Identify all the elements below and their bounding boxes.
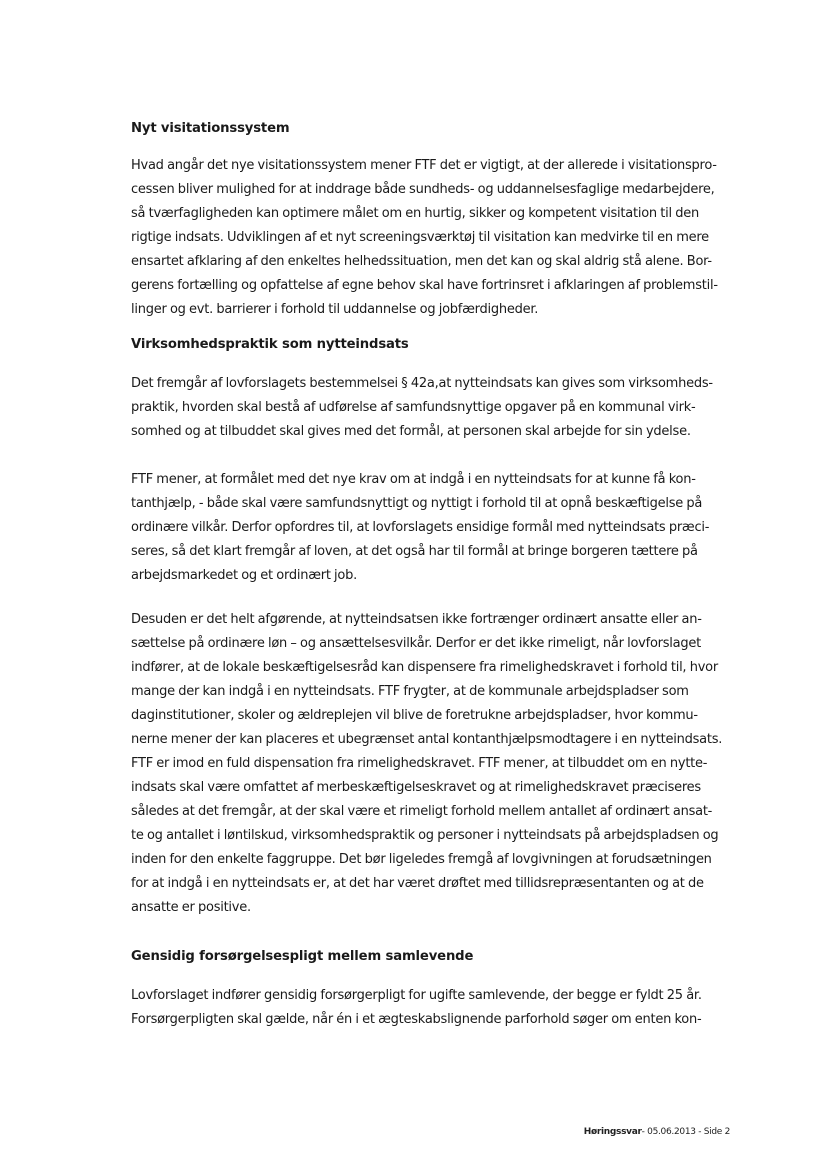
- text-line: seres, så det klart fremgår af loven, at det også har til formål at bringe borgeren tættere på: [131, 544, 698, 559]
- section-heading-forsorgelsespligt: Gensidig forsørgelsespligt mellem samlevende: [131, 949, 474, 964]
- text-line: linger og evt. barrierer i forhold til uddannelse og jobfærdigheder.: [131, 302, 539, 317]
- text-line: ordinære vilkår. Derfor opfordres til, at lovforslagets ensidige formål med nytteindsats præci-: [131, 520, 710, 535]
- text-line: cessen bliver mulighed for at inddrage både sundheds- og uddannelsesfaglige medarbejdere,: [131, 182, 715, 197]
- text-line: te og antallet i løntilskud, virksomhedspraktik og personer i nytteindsats på arbejdspladsen og: [131, 828, 719, 843]
- text-line: Forsørgerpligten skal gælde, når én i et ægteskabslignende parforhold søger om enten kon-: [131, 1012, 702, 1027]
- text-line: indsats skal være omfattet af merbeskæftigelseskravet og at rimelighedskravet præciseres: [131, 780, 701, 795]
- footer-date-page: - 05.06.2013 - Side 2: [641, 1127, 730, 1137]
- page-footer: [540, 1127, 730, 1137]
- text-line: Det fremgår af lovforslagets bestemmelsei § 42a,at nytteindsats kan gives som virksomheds-: [131, 376, 713, 391]
- text-line: nerne mener der kan placeres et ubegrænset antal kontanthjælpsmodtagere i en nytteindsats.: [131, 732, 723, 747]
- text-line: praktik, hvorden skal bestå af udførelse af samfundsnyttige opgaver på en kommunal virk-: [131, 400, 696, 415]
- text-line: sættelse på ordinære løn – og ansættelsesvilkår. Derfor er det ikke rimeligt, når lovforslaget: [131, 636, 701, 651]
- text-line: arbejdsmarkedet og et ordinært job.: [131, 568, 357, 583]
- text-line: Desuden er det helt afgørende, at nytteindsatsen ikke fortrænger ordinært ansatte eller an-: [131, 612, 702, 627]
- section-heading-virksomhedspraktik: Virksomhedspraktik som nytteindsats: [131, 337, 409, 352]
- text-line: ensartet afklaring af den enkeltes helhedssituation, men det kan og skal aldrig stå alene. Bor-: [131, 254, 712, 269]
- text-line: rigtige indsats. Udviklingen af et nyt screeningsværktøj til visitation kan medvirke til en mere: [131, 230, 709, 245]
- text-line: Hvad angår det nye visitationssystem mener FTF det er vigtigt, at der allerede i visitationspro-: [131, 158, 717, 173]
- text-line: Lovforslaget indfører gensidig forsørgerpligt for ugifte samlevende, der begge er fyldt 25 år.: [131, 988, 702, 1003]
- text-line: daginstitutioner, skoler og ældreplejen vil blive de foretrukne arbejdspladser, hvor kommu-: [131, 708, 698, 723]
- paragraph-desuden: [131, 608, 721, 920]
- text-line: gerens fortælling og opfattelse af egne behov skal have fortrinsret i afklaringen af problemstil-: [131, 278, 718, 293]
- section-heading-visitation: Nyt visitationssystem: [131, 121, 290, 136]
- paragraph-lovforslaget: [131, 984, 721, 1032]
- text-line: indfører, at de lokale beskæftigelsesråd kan dispensere fra rimelighedskravet i forhold til, hvor: [131, 660, 718, 675]
- text-line: således at det fremgår, at der skal være et rimeligt forhold mellem antallet af ordinært ansat-: [131, 804, 713, 819]
- document-body: [131, 118, 721, 1032]
- text-line: somhed og at tilbuddet skal gives med det formål, at personen skal arbejde for sin ydelse.: [131, 424, 691, 439]
- text-line: tanthjælp, - både skal være samfundsnyttigt og nyttigt i forhold til at opnå beskæftigelse på: [131, 496, 703, 511]
- text-line: så tværfagligheden kan optimere målet om en hurtig, sikker og kompetent visitation til den: [131, 206, 699, 221]
- text-line: ansatte er positive.: [131, 900, 251, 915]
- paragraph-visitation: [131, 154, 721, 322]
- text-line: FTF mener, at formålet med det nye krav om at indgå i en nytteindsats for at kunne få kon-: [131, 472, 696, 487]
- text-line: FTF er imod en fuld dispensation fra rimelighedskravet. FTF mener, at tilbuddet om en nytte-: [131, 756, 708, 771]
- text-line: inden for den enkelte faggruppe. Det bør ligeledes fremgå af lovgivningen at forudsætningen: [131, 852, 712, 867]
- footer-document-type: Høringssvar: [583, 1127, 642, 1137]
- text-line: for at indgå i en nytteindsats er, at det har været drøftet med tillidsrepræsentanten og at de: [131, 876, 704, 891]
- paragraph-ftf-mener: [131, 468, 721, 588]
- paragraph-bestemmelse: [131, 372, 721, 444]
- text-line: mange der kan indgå i en nytteindsats. FTF frygter, at de kommunale arbejdspladser som: [131, 684, 689, 699]
